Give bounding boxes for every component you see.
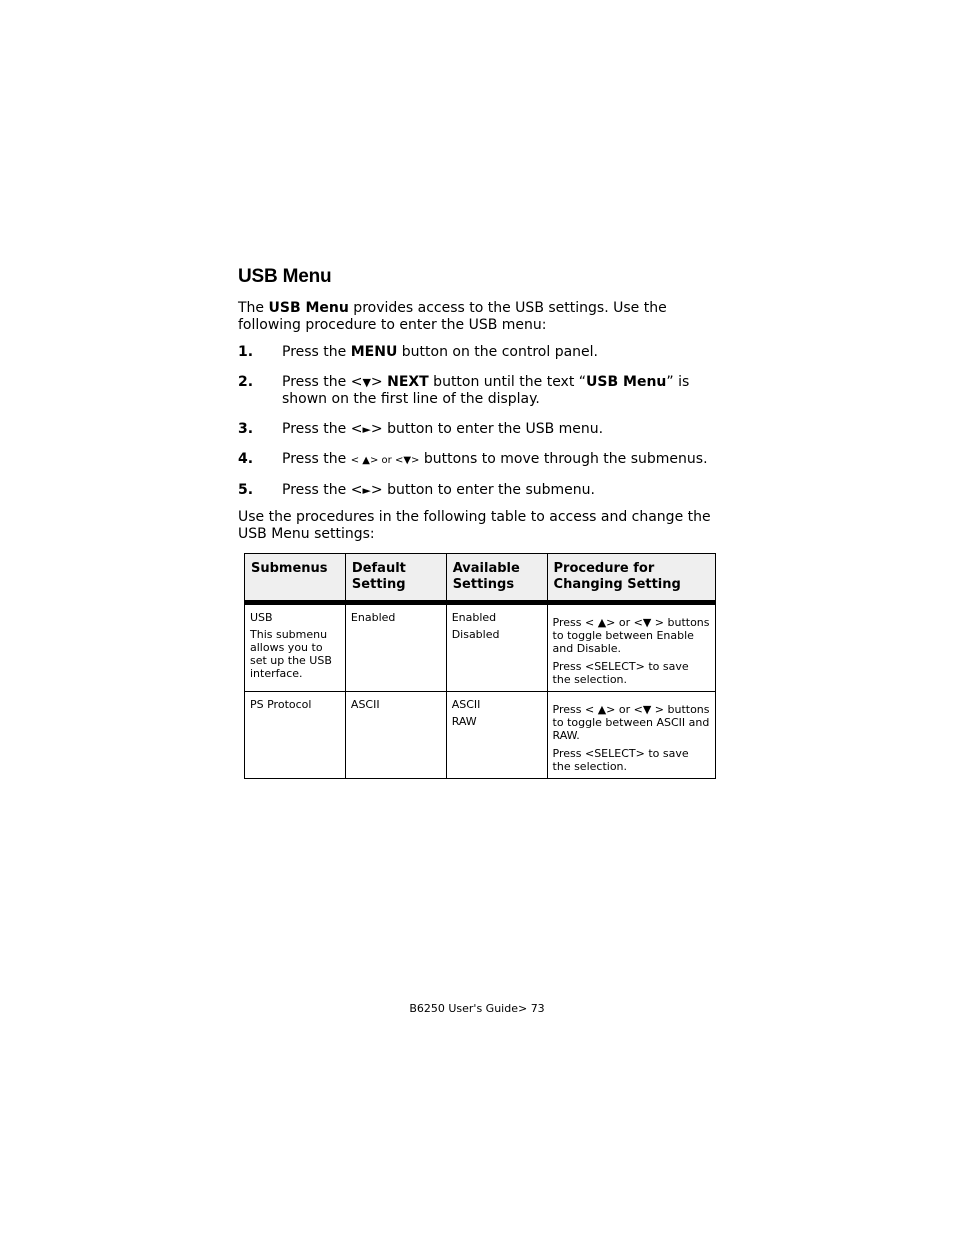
available-cell [446, 603, 547, 692]
step-3 [238, 421, 716, 438]
step-text: Press the <▼> NEXT button until the text “USB Menu” is shown on the first line of the display. [282, 374, 690, 407]
page-footer: B6250 User's Guide> 73 [409, 1002, 545, 1015]
step-number: 3. [238, 421, 254, 437]
right-arrow-icon: ► [362, 484, 371, 497]
down-arrow-icon: ▼ [362, 376, 371, 389]
table-row [245, 603, 716, 692]
procedure-step: Press < ▲> or <▼ > buttons to toggle between ASCII and RAW. [552, 703, 710, 742]
available-option: Disabled [451, 628, 500, 641]
submenu-name: USB [250, 611, 273, 624]
procedure-cell [547, 603, 715, 692]
section-heading: USB Menu [238, 266, 332, 287]
submenu-cell [245, 692, 346, 779]
procedure-step: Press < ▲> or <▼ > buttons to toggle between Enable and Disable. [552, 616, 710, 655]
default-cell [345, 603, 446, 692]
step-2 [238, 374, 716, 408]
submenu-cell [245, 603, 346, 692]
table-intro: Use the procedures in the following table to access and change the USB Menu settings: [238, 509, 711, 542]
step-number: 4. [238, 451, 254, 467]
step-4 [238, 451, 716, 469]
step-number: 5. [238, 482, 254, 498]
header-procedure: Procedure for Changing Setting [547, 554, 715, 603]
up-down-arrow-icons: < ▲> or <▼> [350, 455, 420, 466]
submenu-note: This submenu allows you to set up the USB interface. [250, 628, 332, 680]
header-submenus: Submenus [245, 554, 346, 603]
available-cell [446, 692, 547, 779]
procedure-step: Press <SELECT> to save the selection. [552, 660, 689, 686]
default-value: ASCII [350, 698, 380, 711]
default-value: Enabled [350, 611, 396, 624]
document-body [238, 266, 716, 779]
step-5 [238, 482, 716, 499]
step-text: Press the <►> button to enter the USB menu. [282, 421, 604, 437]
step-text: Press the MENU button on the control panel. [282, 344, 598, 360]
step-number: 2. [238, 374, 254, 390]
available-option: RAW [451, 715, 477, 728]
steps-list [238, 344, 716, 499]
step-text: Press the <►> button to enter the submenu. [282, 482, 595, 498]
available-option: ASCII [451, 698, 481, 711]
default-cell [345, 692, 446, 779]
procedure-cell [547, 692, 715, 779]
available-option: Enabled [451, 611, 497, 624]
submenu-name: PS Protocol [250, 698, 312, 711]
table-row [245, 692, 716, 779]
header-available-settings: Available Settings [446, 554, 547, 603]
intro-paragraph [238, 300, 716, 334]
usb-settings-table [244, 553, 716, 779]
right-arrow-icon: ► [362, 423, 371, 436]
table-header-row [245, 554, 716, 603]
procedure-step: Press <SELECT> to save the selection. [552, 747, 689, 773]
intro-text: The [238, 300, 269, 316]
intro-text-rest: provides access to the USB settings. Use the following procedure to enter the USB menu: [238, 300, 667, 333]
intro-bold: USB Menu [268, 300, 349, 316]
step-text: Press the < ▲> or <▼> buttons to move through the submenus. [282, 451, 708, 467]
step-number: 1. [238, 344, 254, 360]
step-1 [238, 344, 716, 361]
header-default-setting: Default Setting [345, 554, 446, 603]
